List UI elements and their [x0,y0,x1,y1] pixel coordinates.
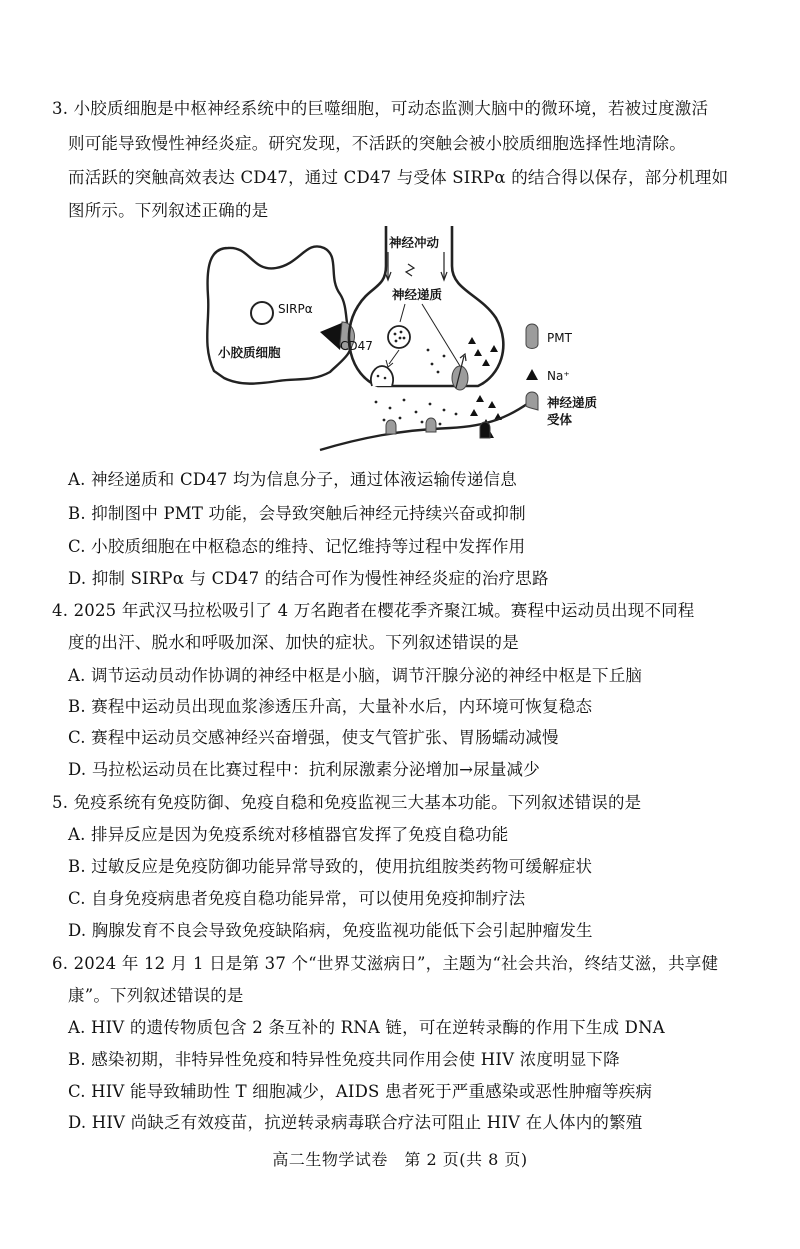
q4-stem-line-1: 4. 2025 年武汉马拉松吸引了 4 万名跑者在樱花季齐聚江城。赛程中运动员出现不同程 [52,601,695,620]
legend-receptor-label-2: 受体 [547,412,573,427]
q4-option-d: D. 马拉松运动员在比赛过程中：抗利尿激素分泌增加→尿量减少 [68,760,540,779]
q6-option-c: C. HIV 能导致辅助性 T 细胞减少，AIDS 患者死于严重感染或恶性肿瘤等疾病 [68,1082,653,1101]
legend-receptor-label-1: 神经递质 [547,395,598,410]
q3-option-a: A. 神经递质和 CD47 均为信息分子，通过体液运输传递信息 [68,470,517,489]
impulse-label: 神经冲动 [389,235,440,250]
legend-receptor-icon [526,392,538,410]
q6-option-a: A. HIV 的遗传物质包含 2 条互补的 RNA 链，可在逆转录酶的作用下生成 DNA [68,1018,665,1037]
sirp-alpha-receptor [251,302,273,324]
q3-stem-line-2: 则可能导致慢性神经炎症。研究发现，不活跃的突触会被小胶质细胞选择性地清除。 [68,134,686,153]
q4-option-a: A. 调节运动员动作协调的神经中枢是小脑，调节汗腺分泌的神经中枢是下丘脑 [68,666,643,685]
receptor-1 [386,420,396,434]
q3-stem-line-1: 3. 小胶质细胞是中枢神经系统中的巨噬细胞，可动态监测大脑中的微环境，若被过度激活 [52,99,709,118]
legend-pmt-icon [526,324,538,349]
receptor-3 [480,422,490,438]
q6-option-b: B. 感染初期，非特异性免疫和特异性免疫共同作用会使 HIV 浓度明显下降 [68,1050,620,1069]
legend-na-icon [526,369,538,380]
q6-stem-line-1: 6. 2024 年 12 月 1 日是第 37 个“世界艾滋病日”，主题为“社会共治，终结艾滋，共享健 [52,954,719,973]
q5-option-a: A. 排异反应是因为免疫系统对移植器官发挥了免疫自稳功能 [68,825,509,844]
q5-option-b: B. 过敏反应是免疫防御功能异常导致的，使用抗组胺类药物可缓解症状 [68,857,593,876]
q3-option-c: C. 小胶质细胞在中枢稳态的维持、记忆维持等过程中发挥作用 [68,537,526,556]
synapse-figure [200,226,620,464]
q5-option-c: C. 自身免疫病患者免疫自稳功能异常，可以使用免疫抑制疗法 [68,889,526,908]
q5-stem-line-1: 5. 免疫系统有免疫防御、免疫自稳和免疫监视三大基本功能。下列叙述错误的是 [52,793,642,812]
synaptic-vesicle [388,326,410,348]
q3-option-d: D. 抑制 SIRPα 与 CD47 的结合可作为慢性神经炎症的治疗思路 [68,569,549,588]
cd47-label: CD47 [340,339,373,353]
exocytosis-vesicle [371,366,393,386]
impulse-squiggle [406,264,414,276]
q5-option-d: D. 胸腺发育不良会导致免疫缺陷病，免疫监视功能低下会引起肿瘤发生 [68,921,593,940]
page-footer: 高二生物学试卷 第 2 页(共 8 页) [272,1150,528,1169]
legend-na-label: Na⁺ [547,369,570,383]
transmitter-label: 神经递质 [392,287,443,302]
q3-stem-line-3: 而活跃的突触高效表达 CD47，通过 CD47 与受体 SIRPα 的结合得以保存，部分机理如 [68,168,729,187]
legend-pmt-label: PMT [547,331,572,345]
postsynaptic-membrane [320,402,530,450]
microglia-label: 小胶质细胞 [218,345,281,360]
sirp-label: SIRPα [278,302,313,316]
q4-stem-line-2: 度的出汗、脱水和呼吸加深、加快的症状。下列叙述错误的是 [68,633,519,652]
q6-option-d: D. HIV 尚缺乏有效疫苗，抗逆转录病毒联合疗法可阻止 HIV 在人体内的繁殖 [68,1113,643,1132]
receptor-2 [426,418,436,432]
q3-stem-line-4: 图所示。下列叙述正确的是 [68,201,269,220]
q6-stem-line-2: 康”。下列叙述错误的是 [68,986,244,1005]
q3-option-b: B. 抑制图中 PMT 功能，会导致突触后神经元持续兴奋或抑制 [68,504,526,523]
presynaptic-terminal [349,226,503,386]
q4-option-b: B. 赛程中运动员出现血浆渗透压升高，大量补水后，内环境可恢复稳态 [68,697,593,716]
q4-option-c: C. 赛程中运动员交感神经兴奋增强，使支气管扩张、胃肠蠕动减慢 [68,728,559,747]
